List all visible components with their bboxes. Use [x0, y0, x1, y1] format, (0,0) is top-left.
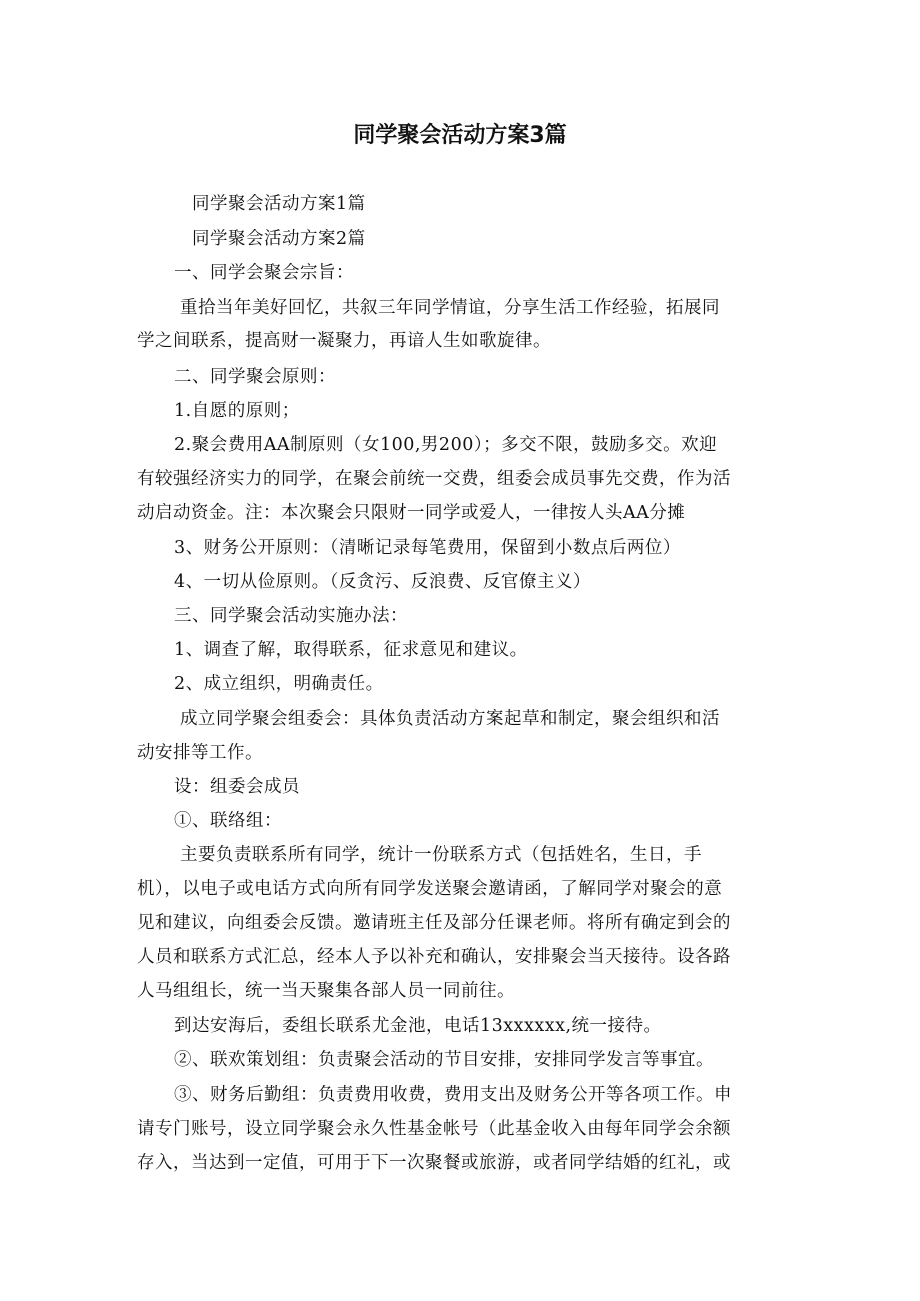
text-line: 重拾当年美好回忆，共叙三年同学情谊，分享生活工作经验，拓展同	[180, 298, 720, 318]
text-line: ①、联络组：	[174, 811, 282, 831]
text-line: 有较强经济实力的同学，在聚会前统一交费，组委会成员事先交费，作为活	[137, 469, 731, 489]
text-line: 2.聚会费用AA制原则（女100,男200）；多交不限，鼓励多交。欢迎	[174, 435, 718, 455]
text-line: 存入，当达到一定值，可用于下一次聚餐或旅游，或者同学结婚的红礼，或	[137, 1153, 731, 1173]
text-line: 2、成立组织，明确责任。	[174, 674, 384, 694]
text-line: 1、调查了解，取得联系，征求意见和建议。	[174, 640, 528, 660]
text-line: 同学聚会活动方案2篇	[192, 229, 366, 249]
text-line: 设：组委会成员	[174, 777, 300, 797]
text-line: 请专门账号，设立同学聚会永久性基金帐号（此基金收入由每年同学会余额	[137, 1119, 731, 1139]
text-line: 成立同学聚会组委会：具体负责活动方案起草和制定，聚会组织和活	[180, 709, 720, 729]
text-line: 三、同学聚会活动实施办法：	[174, 606, 408, 626]
text-line: ②、联欢策划组：负责聚会活动的节目安排，安排同学发言等事宜。	[174, 1050, 714, 1070]
text-line: 1.自愿的原则；	[174, 401, 300, 421]
text-line: 机），以电子或电话方式向所有同学发送聚会邀请函，了解同学对聚会的意	[137, 879, 723, 899]
text-line: 人马组组长，统一当天聚集各部人员一同前往。	[137, 981, 515, 1001]
text-line: 学之间联系，提高财一凝聚力，再谙人生如歌旋律。	[137, 331, 551, 351]
text-line: 到达安海后，委组长联系尤金池，电话13xxxxxx,统一接待。	[174, 1016, 662, 1036]
text-line: 动启动资金。注：本次聚会只限财一同学或爱人，一律按人头AA分摊	[137, 503, 686, 523]
text-line: 3、财务公开原则：（清晰记录每笔费用，保留到小数点后两位）	[174, 538, 681, 558]
text-line: ③、财务后勤组：负责费用收费，费用支出及财务公开等各项工作。申	[174, 1085, 732, 1105]
text-line: 见和建议，向组委会反馈。邀请班主任及部分任课老师。将所有确定到会的	[137, 913, 731, 933]
text-line: 主要负责联系所有同学，统计一份联系方式（包括姓名，生日，手	[180, 845, 702, 865]
document-title: 同学聚会活动方案3篇	[353, 123, 567, 148]
text-line: 一、同学会聚会宗旨：	[174, 263, 354, 283]
text-line: 动安排等工作。	[137, 743, 263, 763]
text-line: 同学聚会活动方案1篇	[192, 194, 366, 214]
text-line: 人员和联系方式汇总，经本人予以补充和确认，安排聚会当天接待。设各路	[137, 947, 731, 967]
text-line: 4、一切从俭原则。（反贪污、反浪费、反官僚主义）	[174, 572, 591, 592]
text-line: 二、同学聚会原则：	[174, 367, 336, 387]
